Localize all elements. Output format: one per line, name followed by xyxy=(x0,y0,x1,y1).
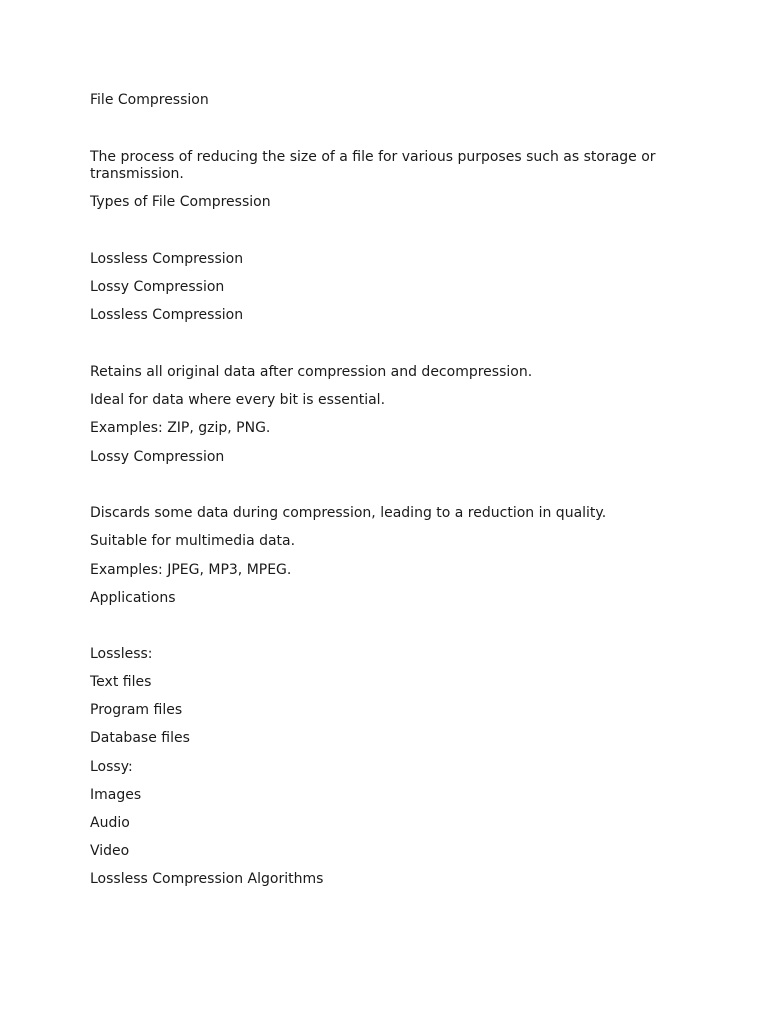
lossless-point: Examples: ZIP, gzip, PNG. xyxy=(90,420,271,436)
lossless-heading: Lossless Compression xyxy=(90,307,244,323)
application-item: Video xyxy=(90,843,130,859)
application-item: Audio xyxy=(90,815,130,831)
application-item: Text files xyxy=(90,674,152,690)
lossy-heading: Lossy Compression xyxy=(90,449,225,465)
type-item-lossy: Lossy Compression xyxy=(90,279,225,295)
document-title: File Compression xyxy=(90,92,209,108)
application-item: Database files xyxy=(90,730,190,746)
lossy-point: Examples: JPEG, MP3, MPEG. xyxy=(90,562,292,578)
application-item: Images xyxy=(90,787,142,803)
applications-lossless-label: Lossless: xyxy=(90,646,153,662)
intro-paragraph: The process of reducing the size of a file for various purposes such as storage or transmission. xyxy=(90,149,656,182)
types-heading: Types of File Compression xyxy=(90,194,271,210)
application-item: Program files xyxy=(90,702,183,718)
algorithms-heading: Lossless Compression Algorithms xyxy=(90,871,324,887)
lossless-point: Retains all original data after compression and decompression. xyxy=(90,364,533,380)
lossy-point: Suitable for multimedia data. xyxy=(90,533,296,549)
applications-lossy-label: Lossy: xyxy=(90,759,133,775)
lossy-point: Discards some data during compression, leading to a reduction in quality. xyxy=(90,505,607,521)
type-item-lossless: Lossless Compression xyxy=(90,251,244,267)
applications-heading: Applications xyxy=(90,590,176,606)
lossless-point: Ideal for data where every bit is essential. xyxy=(90,392,386,408)
